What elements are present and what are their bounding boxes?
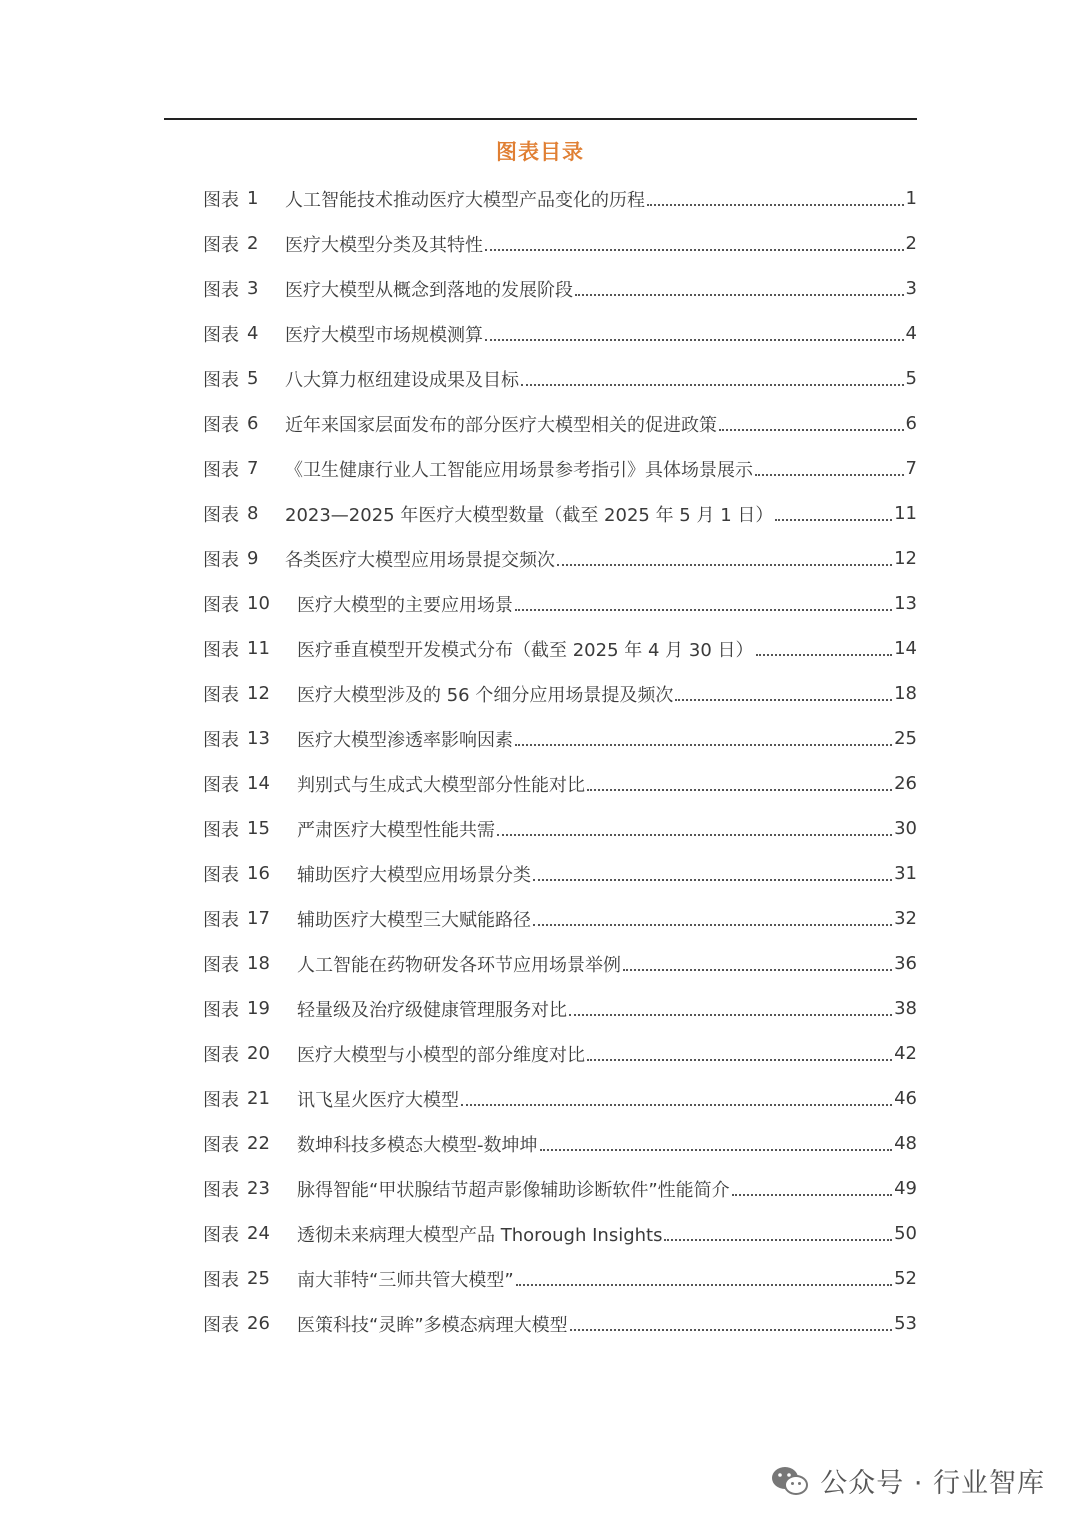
toc-entry-number: 25	[247, 1268, 270, 1289]
toc-entry-label: 图表	[203, 864, 239, 886]
toc-entry[interactable]	[203, 491, 917, 536]
toc-entry-number: 6	[247, 413, 259, 434]
toc-entry-title: 各类医疗大模型应用场景提交频次	[285, 549, 555, 571]
toc-entry-leader	[587, 789, 892, 791]
toc-entry-label: 图表	[203, 774, 239, 796]
toc-entry-page: 3	[905, 278, 917, 299]
toc-entry-leader	[775, 519, 892, 521]
toc-entry-page: 18	[894, 683, 917, 704]
toc-entry-page: 32	[894, 908, 917, 929]
toc-entry-label: 图表	[203, 189, 239, 211]
toc-entry-page: 46	[894, 1088, 917, 1109]
toc-entry-label: 图表	[203, 549, 239, 571]
toc-entry[interactable]	[203, 1121, 917, 1166]
toc-entry-title: 辅助医疗大模型应用场景分类	[297, 864, 531, 886]
toc-entry-number: 18	[247, 953, 270, 974]
toc-entry-leader	[575, 294, 904, 296]
toc-entry[interactable]	[203, 1166, 917, 1211]
toc-entry[interactable]	[203, 401, 917, 446]
toc-entry-number: 26	[247, 1313, 270, 1334]
toc-entry-page: 49	[894, 1178, 917, 1199]
toc-entry[interactable]	[203, 536, 917, 581]
toc-entry-label: 图表	[203, 504, 239, 526]
toc-entry-title: 医疗大模型分类及其特性	[285, 234, 483, 256]
toc-entry-page: 6	[905, 413, 917, 434]
toc-entry-label: 图表	[203, 954, 239, 976]
toc-entry-number: 7	[247, 458, 259, 479]
toc-entry-title: 医疗大模型涉及的 56 个细分应用场景提及频次	[297, 684, 674, 706]
toc-entry-title: 医策科技“灵眸”多模态病理大模型	[297, 1314, 568, 1336]
toc-entry[interactable]	[203, 1256, 917, 1301]
toc-entry-leader	[569, 1014, 892, 1016]
toc-entry-title: 讯飞星火医疗大模型	[297, 1089, 459, 1111]
toc-entry[interactable]	[203, 941, 917, 986]
toc-entry[interactable]	[203, 446, 917, 491]
toc-entry-label: 图表	[203, 1134, 239, 1156]
toc-entry-number: 14	[247, 773, 270, 794]
toc-entry-number: 17	[247, 908, 270, 929]
toc-entry-number: 24	[247, 1223, 270, 1244]
toc-entry[interactable]	[203, 266, 917, 311]
toc-entry-page: 13	[894, 593, 917, 614]
toc-entry-leader	[521, 384, 904, 386]
toc-entry-leader	[732, 1194, 892, 1196]
toc-entry-leader	[755, 474, 904, 476]
toc-entry[interactable]	[203, 986, 917, 1031]
toc-entry-title: 医疗垂直模型开发模式分布（截至 2025 年 4 月 30 日）	[297, 639, 754, 661]
toc-entry[interactable]	[203, 716, 917, 761]
toc-entry-title: 医疗大模型渗透率影响因素	[297, 729, 513, 751]
toc-entry-number: 10	[247, 593, 270, 614]
toc-entry[interactable]	[203, 806, 917, 851]
toc-entry-label: 图表	[203, 639, 239, 661]
toc-entry[interactable]	[203, 176, 917, 221]
toc-entry-leader	[719, 429, 904, 431]
toc-entry-label: 图表	[203, 414, 239, 436]
toc-entry[interactable]	[203, 1211, 917, 1256]
toc-entry-leader	[570, 1329, 892, 1331]
toc-entry-title: 人工智能技术推动医疗大模型产品变化的历程	[285, 189, 645, 211]
toc-entry-page: 52	[894, 1268, 917, 1289]
toc-entry-label: 图表	[203, 594, 239, 616]
toc-entry-leader	[485, 249, 904, 251]
toc-entry-page: 31	[894, 863, 917, 884]
toc-entry[interactable]	[203, 626, 917, 671]
toc-entry-title: 人工智能在药物研发各环节应用场景举例	[297, 954, 621, 976]
toc-entry-page: 12	[894, 548, 917, 569]
toc-entry-label: 图表	[203, 1179, 239, 1201]
toc-entry-title: 2023—2025 年医疗大模型数量（截至 2025 年 5 月 1 日）	[285, 504, 774, 526]
toc-entry-leader	[557, 564, 892, 566]
toc-entry-number: 13	[247, 728, 270, 749]
toc-entry-page: 38	[894, 998, 917, 1019]
toc-entry-page: 48	[894, 1133, 917, 1154]
toc-entry-page: 36	[894, 953, 917, 974]
toc-entry-title: 八大算力枢纽建设成果及目标	[285, 369, 519, 391]
toc-entry-leader	[675, 699, 892, 701]
toc-entry-number: 23	[247, 1178, 270, 1199]
toc-entry-title: 《卫生健康行业人工智能应用场景参考指引》具体场景展示	[285, 459, 753, 481]
toc-entry-page: 25	[894, 728, 917, 749]
toc-entry-leader	[533, 879, 892, 881]
toc-entry-page: 1	[905, 188, 917, 209]
toc-entry-number: 22	[247, 1133, 270, 1154]
toc-entry-leader	[623, 969, 892, 971]
toc-entry-label: 图表	[203, 1044, 239, 1066]
toc-entry-label: 图表	[203, 819, 239, 841]
toc-entry-number: 4	[247, 323, 259, 344]
toc-entry-label: 图表	[203, 324, 239, 346]
toc-entry-leader	[664, 1239, 892, 1241]
toc-entry-title: 医疗大模型的主要应用场景	[297, 594, 513, 616]
toc-entry[interactable]	[203, 1301, 917, 1346]
toc-entry-number: 19	[247, 998, 270, 1019]
toc-entry-page: 11	[894, 503, 917, 524]
toc-entry-number: 9	[247, 548, 259, 569]
watermark	[770, 1461, 1045, 1500]
toc-entry-page: 2	[905, 233, 917, 254]
toc-entry-label: 图表	[203, 1224, 239, 1246]
toc-entry-number: 8	[247, 503, 259, 524]
toc-entry-label: 图表	[203, 1089, 239, 1111]
toc-entry-title: 医疗大模型与小模型的部分维度对比	[297, 1044, 585, 1066]
toc-entry-label: 图表	[203, 729, 239, 751]
toc-entry-title: 医疗大模型从概念到落地的发展阶段	[285, 279, 573, 301]
toc-entry-label: 图表	[203, 909, 239, 931]
toc-entry-page: 5	[905, 368, 917, 389]
toc-entry-leader	[647, 204, 904, 206]
toc-entry-page: 30	[894, 818, 917, 839]
toc-entry-number: 3	[247, 278, 259, 299]
toc-entry-leader	[515, 744, 892, 746]
toc-entry-label: 图表	[203, 999, 239, 1021]
toc-entry-page: 50	[894, 1223, 917, 1244]
toc-entry-number: 16	[247, 863, 270, 884]
toc-entry-leader	[587, 1059, 892, 1061]
toc-entry[interactable]	[203, 896, 917, 941]
toc-entry-number: 20	[247, 1043, 270, 1064]
toc-entry-leader	[533, 924, 892, 926]
toc-entry-page: 4	[905, 323, 917, 344]
toc-entry-number: 1	[247, 188, 259, 209]
toc-entry-title: 南大菲特“三师共管大模型”	[297, 1269, 514, 1291]
toc-entry-leader	[756, 654, 893, 656]
toc-entry-number: 11	[247, 638, 270, 659]
toc-entry-title: 轻量级及治疗级健康管理服务对比	[297, 999, 567, 1021]
toc-entry-label: 图表	[203, 369, 239, 391]
toc-entry-title: 判别式与生成式大模型部分性能对比	[297, 774, 585, 796]
toc-entry-page: 42	[894, 1043, 917, 1064]
toc-entry-leader	[461, 1104, 892, 1106]
toc-entry-leader	[515, 609, 892, 611]
toc-entry[interactable]	[203, 851, 917, 896]
toc-entry[interactable]	[203, 221, 917, 266]
toc-entry-number: 15	[247, 818, 270, 839]
watermark-text: 公众号 · 行业智库	[820, 1468, 1045, 1499]
toc-entry-label: 图表	[203, 1314, 239, 1336]
toc-entry-number: 5	[247, 368, 259, 389]
toc-entry-number: 12	[247, 683, 270, 704]
toc-entry-leader	[497, 834, 892, 836]
toc-entry-title: 近年来国家层面发布的部分医疗大模型相关的促进政策	[285, 414, 717, 436]
header-rule	[164, 118, 917, 120]
toc-entry-label: 图表	[203, 684, 239, 706]
toc-entry-page: 7	[905, 458, 917, 479]
toc-entry-label: 图表	[203, 459, 239, 481]
toc-entry-title: 严肃医疗大模型性能共需	[297, 819, 495, 841]
toc-entry[interactable]	[203, 311, 917, 356]
toc-entry-leader	[516, 1284, 892, 1286]
toc-list	[203, 176, 917, 1346]
toc-entry-title: 数坤科技多模态大模型-数坤坤	[297, 1134, 538, 1156]
toc-entry-title: 透彻未来病理大模型产品 Thorough Insights	[297, 1224, 663, 1246]
toc-entry-label: 图表	[203, 234, 239, 256]
toc-entry[interactable]	[203, 671, 917, 716]
toc-entry-leader	[485, 339, 904, 341]
toc-entry[interactable]	[203, 1076, 917, 1121]
toc-entry[interactable]	[203, 581, 917, 626]
toc-entry-title: 脉得智能“甲状腺结节超声影像辅助诊断软件”性能简介	[297, 1179, 730, 1201]
toc-entry-number: 2	[247, 233, 259, 254]
toc-entry-page: 14	[894, 638, 917, 659]
toc-entry-number: 21	[247, 1088, 270, 1109]
toc-entry[interactable]	[203, 1031, 917, 1076]
toc-entry[interactable]	[203, 761, 917, 806]
toc-entry[interactable]	[203, 356, 917, 401]
toc-entry-leader	[540, 1149, 893, 1151]
toc-entry-label: 图表	[203, 1269, 239, 1291]
toc-entry-title: 辅助医疗大模型三大赋能路径	[297, 909, 531, 931]
toc-entry-title: 医疗大模型市场规模测算	[285, 324, 483, 346]
page-title: 图表目录	[496, 140, 584, 164]
wechat-icon	[770, 1464, 810, 1498]
toc-entry-page: 26	[894, 773, 917, 794]
toc-entry-page: 53	[894, 1313, 917, 1334]
toc-entry-label: 图表	[203, 279, 239, 301]
